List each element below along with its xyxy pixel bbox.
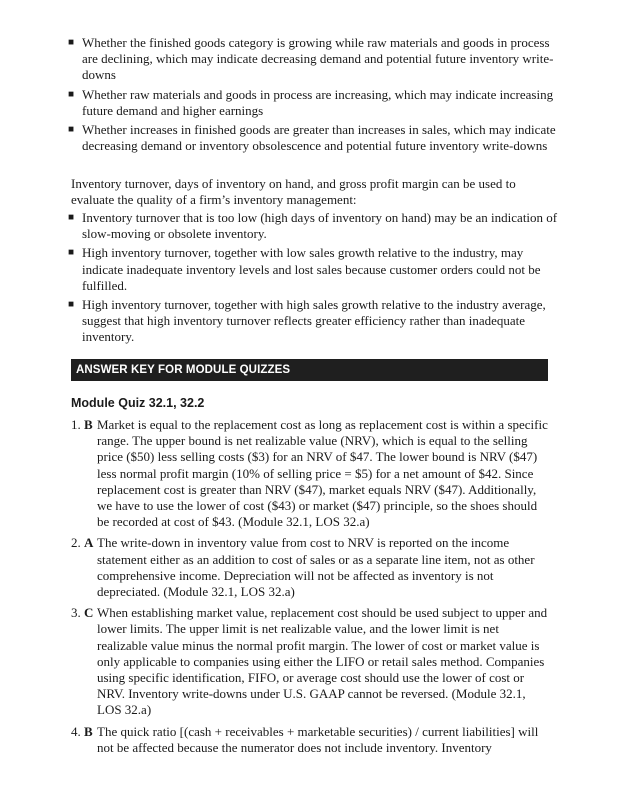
second-bullet-list: [60, 210, 560, 349]
answer-text: The quick ratio [(cash + receivables + marketable securities) / current liabilities] will not be affected because the numerator does not include inventory. Inventory: [97, 723, 539, 755]
list-item: ■ High inventory turnover, together with low sales growth relative to the industry, may indicate inadequate inventory levels and lost sales because customer orders could not be fulfilled.: [68, 245, 541, 293]
answer-item: [71, 724, 551, 756]
quiz-title: Module Quiz 32.1, 32.2: [71, 396, 205, 410]
answer-number: 3.: [71, 605, 81, 621]
bullet-icon: ■: [68, 299, 75, 311]
answer-item: [71, 605, 551, 718]
answer-letter: B: [84, 417, 93, 432]
answer-letter: C: [84, 605, 94, 621]
section-header: ANSWER KEY FOR MODULE QUIZZES: [71, 359, 548, 381]
list-item: ■ Whether increases in finished goods are greater than increases in sales, which may indicate decreasing demand or inventory obsolescence and potential future inventory write-downs: [68, 122, 556, 154]
answer-text: The write-down in inventory value from cost to NRV is reported on the income statement either as an addition to cost of sales or as a separate line item, not as other comprehensive income. Depreciation will not be affected as inventory is not depreciated. (Module 32.1, LOS 32.a): [97, 535, 535, 600]
answer-list: [71, 417, 551, 761]
list-item: ■ Whether raw materials and goods in process are increasing, which may indicate increasing future demand and higher earnings: [68, 86, 554, 118]
answer-number: 4.: [71, 723, 81, 739]
intro-paragraph: Inventory turnover, days of inventory on hand, and gross profit margin can be used to evaluate the quality of a firm’s inventory management:: [71, 176, 516, 208]
list-item: ■ High inventory turnover, together with high sales growth relative to the industry average, suggest that high inventory turnover reflects greater efficiency rather than inadequate inventory.: [68, 297, 546, 345]
answer-text: When establishing market value, replacement cost should be used subject to upper and lower limits. The upper limit is net realizable value, and the lower limit is net realizable value minus the normal profit margin. The lower of cost or market value is only applicable to companies using either the LIFO or retail sales method. Companies using specific identification, FIFO, or average cost should use the lower of cost or NRV. Inventory write-downs under U.S. GAAP cannot be reversed. (Module 32.1, LOS 32.a): [97, 605, 548, 718]
answer-item: [71, 417, 551, 530]
answer-number: 2.: [71, 535, 81, 551]
list-item: ■ Whether the finished goods category is growing while raw materials and goods in process are declining, which may indicate decreasing demand and potential future inventory write-downs: [68, 35, 554, 83]
list-item: ■ Inventory turnover that is too low (high days of inventory on hand) may be an indication of slow-moving or obsolete inventory.: [68, 210, 558, 242]
bullet-icon: ■: [68, 212, 75, 223]
answer-text: Market is equal to the replacement cost as long as replacement cost is within a specific range. The upper bound is net realizable value (NRV), which is equal to the selling price ($50) less selling costs ($3) for an NRV of $47. The lower bound is NRV ($47) less normal profit margin (10% of selling price = $5) for a net amount of $42. Since replacement cost is greater than NRV ($47), market equals NRV ($47). Additionally, we have to use the lower of cost ($43) or market ($47) principle, so the shoes should be recorded at cost of $43. (Module 32.1, LOS 32.a): [97, 417, 548, 530]
top-bullet-list: [60, 35, 560, 157]
bullet-icon: ■: [68, 88, 75, 100]
bullet-icon: ■: [68, 124, 75, 136]
bullet-icon: ■: [68, 247, 75, 259]
answer-letter: B: [84, 723, 93, 739]
answer-letter: A: [84, 535, 94, 551]
answer-item: [71, 535, 551, 600]
answer-number: 1.: [71, 417, 81, 432]
bullet-icon: ■: [68, 37, 75, 48]
